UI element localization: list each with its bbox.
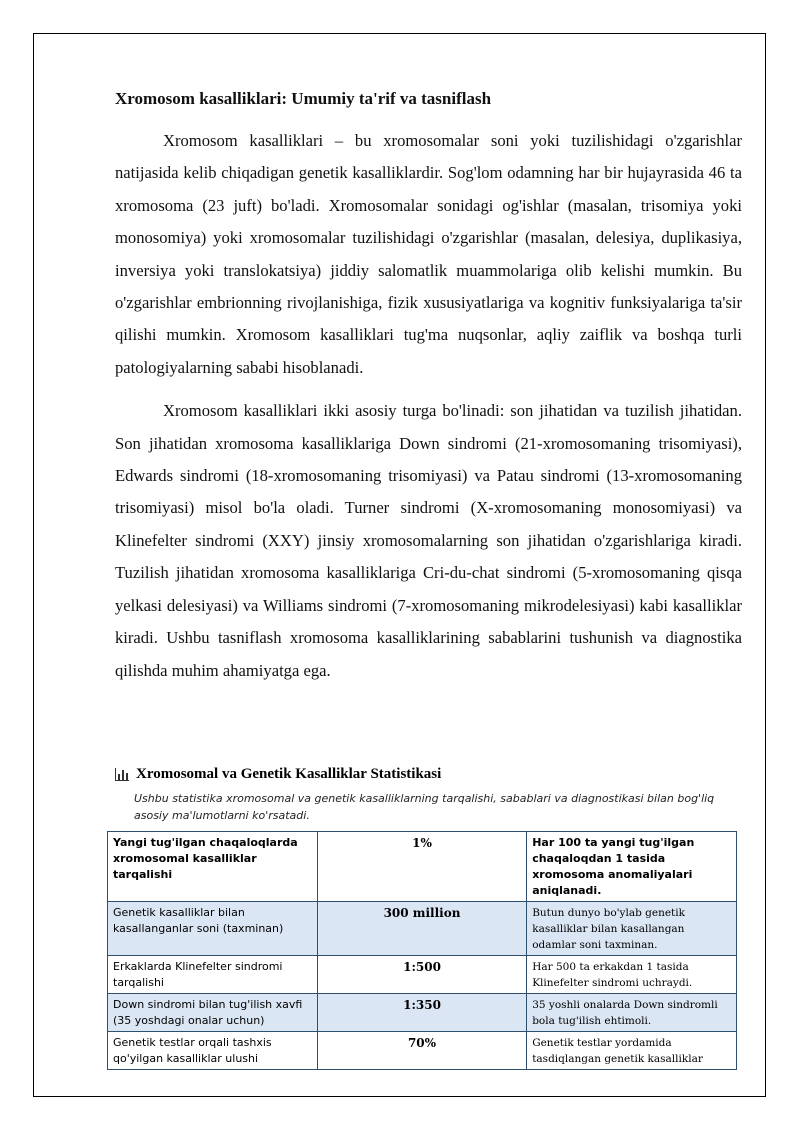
statistics-table bbox=[107, 831, 737, 1070]
table-row bbox=[108, 994, 737, 1032]
table-row bbox=[108, 1032, 737, 1070]
row-label: Yangi tug'ilgan chaqaloqlarda xromosomal kasalliklar tarqalishi bbox=[108, 832, 318, 902]
row-note: Genetik testlar yordamida tasdiqlangan genetik kasalliklar bbox=[527, 1032, 737, 1070]
row-value: 1% bbox=[317, 832, 526, 902]
row-label: Erkaklarda Klinefelter sindromi tarqalishi bbox=[108, 956, 318, 994]
row-label: Genetik kasalliklar bilan kasallanganlar soni (taxminan) bbox=[108, 902, 318, 956]
row-note: Har 100 ta yangi tug'ilgan chaqaloqdan 1 tasida xromosoma anomaliyalari aniqlanadi. bbox=[527, 832, 737, 902]
paragraph-definition: Xromosom kasalliklari – bu xromosomalar soni yoki tuzilishidagi o'zgarishlar natijasida kelib chiqadigan genetik kasalliklardir. Sog'lom odamning har bir hujayrasida 46 ta xromosoma (23 juft) bo'ladi. Xromosomalar sonidagi og'ishlar (masalan, trisomiya yoki monosomiya) yoki xromosomalar tuzilishidagi o'zgarishlar (masalan, delesiya, duplikasiya, inversiya yoki translokatsiya) jiddiy salomatlik muammolariga olib kelishi mumkin. Bu o'zgarishlar embrionning rivojlanishiga, fizik xususiyatlariga va kognitiv funksiyalariga ta'sir qilishi mumkin. Xromosom kasalliklari tug'ma nuqsonlar, aqliy zaiflik va boshqa turli patologiyalarning sababi hisoblanadi. bbox=[115, 131, 742, 377]
row-note: Har 500 ta erkakdan 1 tasida Klinefelter sindromi uchraydi. bbox=[527, 956, 737, 994]
row-note: Butun dunyo bo'ylab genetik kasalliklar bilan kasallangan odamlar soni taxminan. bbox=[527, 902, 737, 956]
statistics-heading bbox=[115, 766, 737, 783]
row-value: 1:500 bbox=[317, 956, 526, 994]
row-note: 35 yoshli onalarda Down sindromli bola tug'ilish ehtimoli. bbox=[527, 994, 737, 1032]
statistics-section bbox=[115, 766, 737, 1070]
document-body bbox=[115, 88, 742, 698]
row-label: Genetik testlar orqali tashxis qo'yilgan kasalliklar ulushi bbox=[108, 1032, 318, 1070]
row-value: 1:350 bbox=[317, 994, 526, 1032]
table-row bbox=[108, 956, 737, 994]
row-label: Down sindromi bilan tug'ilish xavfi (35 yoshdagi onalar uchun) bbox=[108, 994, 318, 1032]
statistics-description: Ushbu statistika xromosomal va genetik kasalliklarning tarqalishi, sabablari va diagnostikasi bilan bog'liq asosiy ma'lumotlarni ko'rsatadi. bbox=[134, 792, 715, 822]
bar-chart-icon bbox=[115, 768, 129, 781]
statistics-heading-text: Xromosomal va Genetik Kasalliklar Statistikasi bbox=[136, 766, 442, 782]
row-value: 300 million bbox=[317, 902, 526, 956]
table-row bbox=[108, 902, 737, 956]
row-value: 70% bbox=[317, 1032, 526, 1070]
paragraph-classification: Xromosom kasalliklari ikki asosiy turga bo'linadi: son jihatidan va tuzilish jihatidan. Son jihatidan xromosoma kasalliklariga Down sindromi (21-xromosomaning trisomiyasi), Edwards sindromi (18-xromosomaning trisomiyasi) va Patau sindromi (13-xromosomaning trisomiyasi) misol bo'la oladi. Turner sindromi (X-xromosomaning monosomiyasi) va Klinefelter sindromi (XXY) jinsiy xromosomalarning son jihatidan o'zgarishlariga kiradi. Tuzilish jihatidan xromosoma kasalliklariga Cri-du-chat sindromi (5-xromosomaning qisqa yelkasi delesiyasi) va Williams sindromi (7-xromosomaning mikrodelesiyasi) kabi kasalliklar kiradi. Ushbu tasniflash xromosoma kasalliklarining sabablarini tushunish va diagnostika qilishda muhim ahamiyatga ega. bbox=[115, 401, 742, 680]
table-row bbox=[108, 832, 737, 902]
document-title: Xromosom kasalliklari: Umumiy ta'rif va tasniflash bbox=[115, 89, 492, 108]
